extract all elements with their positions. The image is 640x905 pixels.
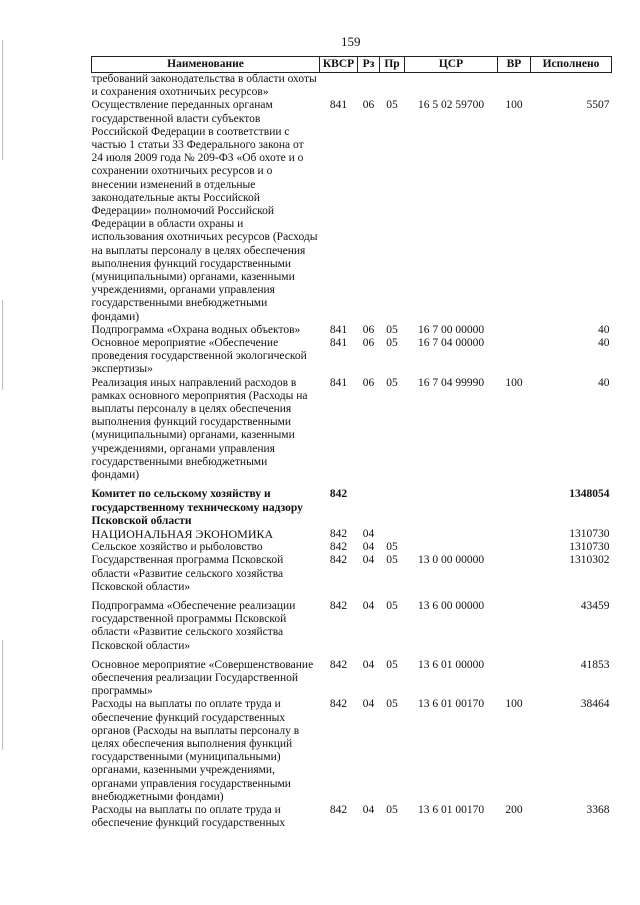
cell-isp: 40 [598, 323, 610, 336]
table-row [92, 377, 612, 483]
cell-name: Расходы на выплаты по оплате труда и обеспечение функций государственных органов (Расходы на выплаты персоналу в целях обеспечения выполнения функций государственными (муниципальными) органами, казенными учреждениями, органами управления государственными внебюджетными фондами) [91, 698, 300, 803]
cell-kvsr [320, 73, 358, 100]
cell-vr [498, 541, 531, 554]
column-header-name: Наименование [92, 57, 320, 73]
cell-name: Основное мероприятие «Обеспечение проведения государственной экологической экспертизы» [91, 337, 307, 376]
cell-name: Расходы на выплаты по оплате труда и обеспечение функций государственных [91, 803, 286, 830]
budget-table [91, 56, 612, 830]
cell-rz: 04 [362, 658, 375, 671]
cell-rz: 06 [362, 376, 375, 389]
cell-rz: 06 [362, 337, 375, 350]
cell-name: требований законодательства в области охоты и сохранения охотничьих ресурсов» [91, 73, 317, 99]
cell-name: НАЦИОНАЛЬНАЯ ЭКОНОМИКА [91, 526, 274, 541]
cell-vr [498, 482, 531, 528]
cell-kvsr: 842 [329, 554, 348, 567]
cell-isp: 1310302 [569, 554, 610, 567]
cell-vr [498, 337, 531, 377]
cell-isp: 40 [598, 376, 610, 389]
cell-csr [405, 482, 498, 528]
table-row [92, 99, 612, 323]
cell-pr: 05 [386, 337, 398, 350]
table-row [92, 554, 612, 594]
column-header-kvsr: КВСР [320, 57, 358, 73]
cell-isp: 1348054 [569, 488, 610, 501]
cell-name: Комитет по сельскому хозяйству и государственному техническому надзору Псковской области [91, 488, 303, 527]
cell-name: Государственная программа Псковской области «Развитие сельского хозяйства Псковской области» [91, 554, 284, 593]
cell-kvsr: 842 [329, 541, 348, 554]
cell-pr: 05 [386, 376, 398, 389]
table-row [92, 804, 612, 830]
cell-csr [405, 73, 498, 100]
cell-vr [498, 528, 531, 541]
cell-vr [498, 653, 531, 699]
cell-pr: 05 [386, 698, 398, 711]
cell-rz: 04 [362, 698, 375, 711]
cell-isp: 41853 [580, 658, 610, 671]
cell-rz [358, 73, 380, 100]
cell-isp: 43459 [580, 599, 610, 612]
cell-isp: 1310730 [569, 527, 610, 540]
cell-csr: 16 7 04 00000 [417, 337, 485, 350]
cell-csr [405, 541, 498, 554]
cell-csr: 16 7 04 99990 [417, 376, 485, 389]
cell-rz: 04 [362, 541, 375, 554]
cell-pr: 05 [386, 541, 398, 554]
column-header-rz: Рз [358, 57, 380, 73]
cell-csr: 13 6 01 00170 [417, 698, 485, 711]
cell-pr [380, 528, 405, 541]
column-header-pr: Пр [380, 57, 405, 73]
cell-vr: 100 [505, 99, 523, 112]
cell-csr: 13 6 01 00000 [417, 658, 485, 671]
cell-kvsr: 842 [329, 658, 348, 671]
cell-name: Сельское хозяйство и рыболовство [91, 541, 263, 554]
cell-isp: 40 [598, 337, 610, 350]
cell-vr [498, 73, 531, 100]
table-row [92, 653, 612, 699]
table-header-row [92, 57, 612, 73]
column-header-isp: Исполнено [531, 57, 612, 73]
margin-scan-mark [2, 640, 3, 750]
cell-name: Реализация иных направлений расходов в рамках основного мероприятия (Расходы на выплаты персоналу в целях обеспечения выполнения функций государственными (муниципальными) органами, казенными учреждениями, органами управления государственными внебюджетными фондами) [91, 376, 308, 482]
cell-name: Подпрограмма «Охрана водных объектов» [91, 323, 301, 336]
page-number: 159 [341, 34, 361, 49]
cell-isp: 1310730 [569, 541, 610, 554]
cell-name: Осуществление переданных органам государственной власти субъектов Российской Федерации в соответствии с частью 1 статьи 33 Федерального закона от 24 июля 2009 года № 209-ФЗ «Об охоте и о сохранении охотничьих ресурсов и о внесении изменений в отдельные законодательные акты Российской Федерации» полномочий Российской Федерации в области охраны и использования охотничьих ресурсов (Расходы на выплаты персоналу в целях обеспечения выполнения функций государственными (муниципальными) органами, казенными учреждениями, органами управления государственными внебюджетными фондами) [91, 99, 318, 323]
table-row-committee [92, 482, 612, 528]
cell-kvsr: 841 [329, 99, 348, 112]
cell-pr: 05 [386, 323, 398, 336]
cell-pr: 05 [386, 658, 398, 671]
table-row-section [92, 528, 612, 541]
column-header-vr: ВР [498, 57, 531, 73]
cell-vr [498, 324, 531, 337]
table-row [92, 541, 612, 554]
cell-pr [380, 73, 405, 100]
table-row [92, 594, 612, 653]
table-row [92, 73, 612, 100]
cell-csr: 13 0 00 00000 [417, 554, 485, 567]
table-row [92, 324, 612, 337]
cell-rz: 04 [362, 803, 375, 816]
cell-kvsr: 842 [329, 527, 348, 540]
cell-csr: 13 6 01 00170 [417, 803, 485, 816]
cell-rz: 04 [362, 554, 375, 567]
margin-scan-mark [2, 40, 3, 160]
cell-kvsr: 841 [329, 337, 348, 350]
cell-rz: 06 [362, 323, 375, 336]
cell-kvsr: 842 [329, 599, 348, 612]
cell-name: Подпрограмма «Обеспечение реализации государственной программы Псковской области «Развитие сельского хозяйства Псковской области» [91, 599, 296, 652]
cell-kvsr: 842 [329, 803, 348, 816]
cell-pr: 05 [386, 599, 398, 612]
cell-vr [498, 554, 531, 594]
margin-scan-mark [2, 300, 3, 390]
cell-isp: 3368 [586, 803, 610, 816]
cell-rz [358, 482, 380, 528]
table-row [92, 337, 612, 377]
cell-kvsr: 841 [329, 376, 348, 389]
cell-pr: 05 [386, 554, 398, 567]
cell-isp [531, 73, 612, 100]
cell-vr: 200 [505, 803, 523, 816]
column-header-csr: ЦСР [405, 57, 498, 73]
cell-rz: 06 [362, 99, 375, 112]
cell-rz: 04 [362, 599, 375, 612]
cell-vr [498, 594, 531, 653]
cell-kvsr: 841 [329, 323, 348, 336]
cell-name: Основное мероприятие «Совершенствование обеспечения реализации Государственной программы» [91, 658, 314, 698]
cell-isp: 5507 [586, 99, 610, 112]
cell-vr: 100 [505, 376, 523, 389]
cell-isp: 38464 [580, 698, 610, 711]
cell-csr: 16 5 02 59700 [417, 99, 485, 112]
cell-kvsr: 842 [329, 488, 348, 501]
cell-pr: 05 [386, 99, 398, 112]
cell-csr [405, 528, 498, 541]
cell-csr: 13 6 00 00000 [417, 599, 485, 612]
cell-rz: 04 [362, 527, 375, 540]
cell-kvsr: 842 [329, 698, 348, 711]
table-row [92, 698, 612, 804]
cell-vr: 100 [505, 698, 523, 711]
cell-pr [380, 482, 405, 528]
cell-pr: 05 [386, 803, 398, 816]
cell-csr: 16 7 00 00000 [417, 323, 485, 336]
